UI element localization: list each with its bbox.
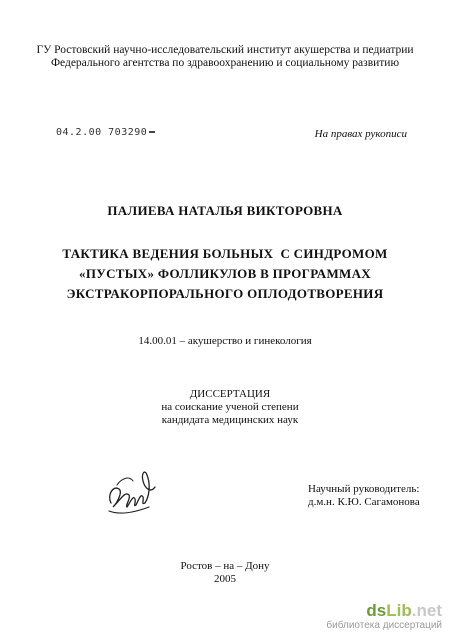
title-line-2: «ПУСТЫХ» ФОЛЛИКУЛОВ В ПРОГРАММАХ [79, 266, 371, 281]
doc-type-line-2: на соискание ученой степени [161, 401, 299, 413]
logo-lib: Lib [386, 601, 412, 620]
watermark-subtitle: библиотека диссертаций [326, 620, 442, 631]
year: 2005 [214, 573, 236, 585]
city: Ростов – на – Дону [180, 560, 270, 572]
logo-net: .net [411, 601, 442, 620]
place-and-year [0, 560, 450, 586]
author-name: ПАЛИЕВА НАТАЛЬЯ ВИКТОРОВНА [107, 203, 343, 218]
title-line-1: ТАКТИКА ВЕДЕНИЯ БОЛЬНЫХ С СИНДРОМОМ [62, 246, 388, 261]
scientific-supervisor [308, 483, 420, 509]
manuscript-rights-note: На правах рукописи [314, 128, 407, 140]
title-line-3: ЭКСТРАКОРПОРАЛЬНОГО ОПЛОДОТВОРЕНИЯ [66, 286, 384, 301]
library-stamp-number [56, 127, 155, 138]
stamp-dash [149, 131, 155, 133]
specialty-code: 14.00.01 – акушерство и гинекология [138, 335, 312, 347]
institution-line-1: ГУ Ростовский научно-исследовательский институт акушерства и педиатрии [36, 44, 414, 56]
institution-header [0, 44, 450, 70]
logo-ds: ds [366, 601, 387, 620]
supervisor-name: д.м.н. К.Ю. Сагамонова [308, 496, 420, 508]
stamp-number-text: 04.2.00 703290 [56, 127, 148, 138]
document-type-block [160, 388, 300, 427]
institution-line-2: Федерального агентства по здравоохранению и социальному развитию [50, 57, 400, 69]
doc-type-line-1: ДИССЕРТАЦИЯ [189, 388, 271, 400]
dslib-logo [326, 602, 442, 620]
supervisor-label: Научный руководитель: [308, 483, 420, 495]
doc-type-line-3: кандидата медицинских наук [161, 414, 299, 426]
handwritten-signature [103, 455, 163, 525]
dissertation-title [0, 244, 450, 304]
dslib-watermark [326, 602, 442, 632]
